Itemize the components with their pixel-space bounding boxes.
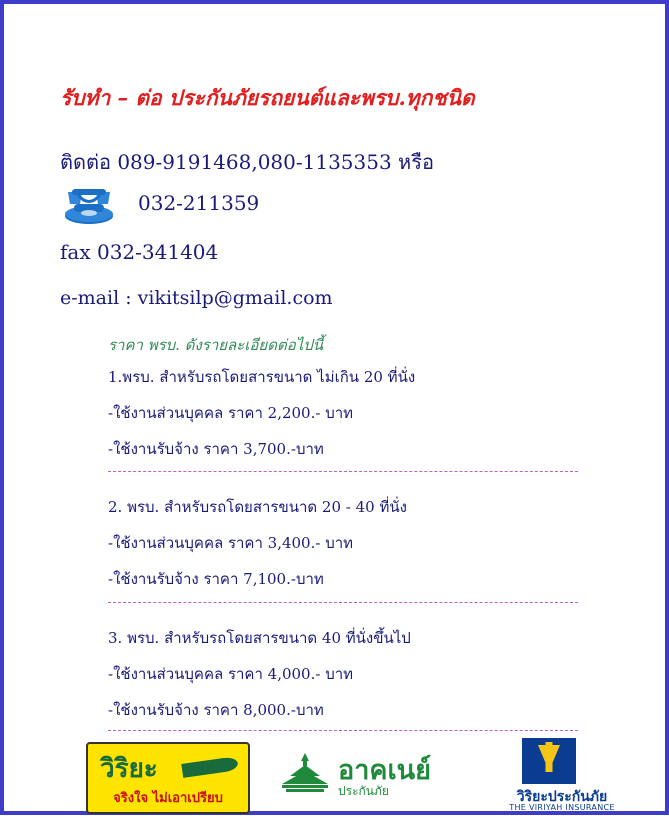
southeast-logo-name: อาคเนย์	[338, 755, 431, 786]
price-block-2	[108, 495, 628, 603]
secondary-phone-number: 032-211359	[138, 191, 260, 215]
temple-icon	[276, 752, 334, 792]
price-section-header: ราคา พรบ. ดังรายละเอียดต่อไปนี้	[108, 336, 324, 354]
viriyah-swoosh-icon	[181, 756, 238, 778]
southeast-insurance-logo	[276, 750, 476, 806]
viriyah-flame-badge-icon	[522, 738, 576, 784]
price-block-1-title: 1.พรบ. สำหรับรถโดยสารขนาด ไม่เกิน 20 ที่นั่ง	[108, 368, 416, 386]
price-block-2-line-2: -ใช้งานรับจ้าง ราคา 7,100.-บาท	[108, 570, 324, 588]
viriyah-yellow-logo-mark: วิริยะ	[100, 754, 158, 784]
price-block-1-line-1: -ใช้งานส่วนบุคคล ราคา 2,200.- บาท	[108, 404, 354, 422]
divider-2	[108, 602, 578, 603]
email-line: e-mail : vikitsilp@gmail.com	[60, 287, 333, 309]
price-block-3-line-2: -ใช้งานรับจ้าง ราคา 8,000.-บาท	[108, 701, 324, 719]
viriyah-logo-english-name: THE VIRIYAH INSURANCE	[509, 803, 615, 812]
price-block-2-line-1: -ใช้งานส่วนบุคคล ราคา 3,400.- บาท	[108, 534, 354, 552]
page-title: รับทำ – ต่อ ประกันภัยรถยนต์และพรบ.ทุกชนิด	[60, 85, 475, 110]
price-block-2-title: 2. พรบ. สำหรับรถโดยสารขนาด 20 - 40 ที่นั่ง	[108, 498, 407, 516]
partner-logos	[8, 738, 669, 818]
viriyah-logo-thai-name: วิริยะประกันภัย	[516, 789, 608, 805]
southeast-logo-sub: ประกันภัย	[338, 784, 389, 798]
viriyah-flame-shape	[538, 745, 560, 771]
price-block-3-line-1: -ใช้งานส่วนบุคคล ราคา 4,000.- บาท	[108, 665, 354, 683]
price-block-1-line-2: -ใช้งานรับจ้าง ราคา 3,700.-บาท	[108, 440, 324, 458]
divider-1	[108, 471, 578, 472]
viriyah-yellow-logo	[86, 742, 250, 814]
viriyah-yellow-logo-tagline: จริงใจ ไม่เอาเปรียบ	[113, 791, 223, 806]
viriyah-insurance-logo	[496, 738, 628, 816]
price-block-1	[108, 365, 628, 473]
fax-line: fax 032-341404	[60, 240, 219, 264]
telephone-icon	[58, 186, 120, 226]
price-block-3	[108, 626, 628, 734]
document-content	[8, 8, 661, 812]
contact-phone-line: ติดต่อ 089-9191468,080-1135353 หรือ	[60, 150, 434, 174]
price-block-3-title: 3. พรบ. สำหรับรถโดยสารขนาด 40 ที่นั่งขึ้นไป	[108, 629, 411, 647]
divider-3	[108, 730, 578, 731]
